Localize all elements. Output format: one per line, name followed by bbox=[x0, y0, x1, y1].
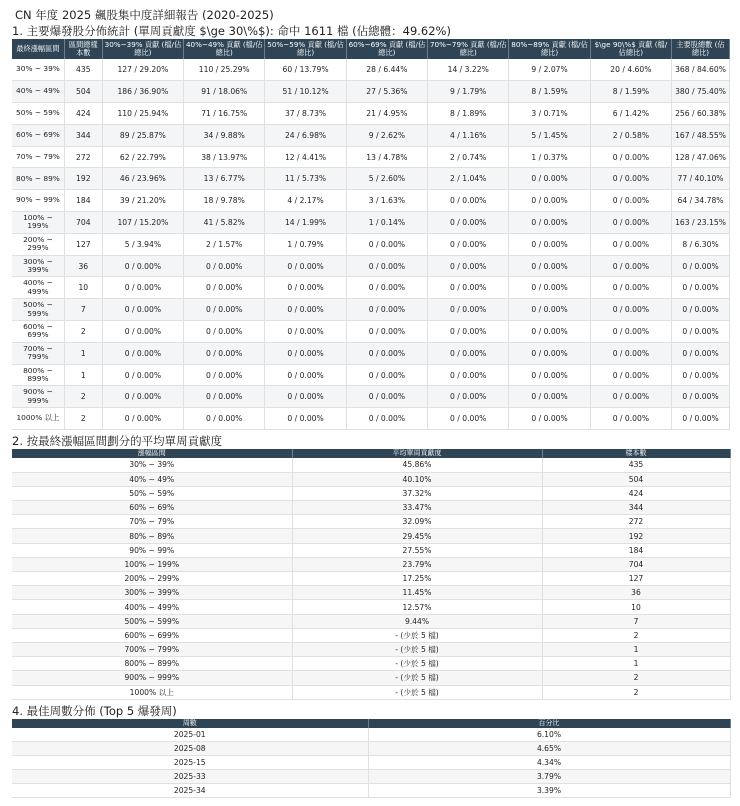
table-cell: 0 / 0.00% bbox=[672, 321, 730, 343]
table-row bbox=[12, 742, 730, 756]
table-cell: 0 / 0.00% bbox=[509, 212, 590, 234]
table-row bbox=[12, 657, 730, 671]
table-cell: 62 / 22.79% bbox=[102, 146, 183, 168]
table-row bbox=[12, 586, 730, 600]
table-cell: 0 / 0.00% bbox=[346, 342, 427, 364]
table-cell: 344 bbox=[64, 124, 102, 146]
table-cell: 504 bbox=[64, 81, 102, 103]
table-cell: 900% ~ 999% bbox=[12, 386, 64, 408]
table-row bbox=[12, 81, 730, 103]
table-cell: 4 / 2.17% bbox=[265, 190, 346, 212]
table-cell: 0 / 0.00% bbox=[428, 408, 509, 430]
table-cell: 60% ~ 69% bbox=[12, 124, 64, 146]
column-header: 70%~79% 貢獻 (檔/佔總比) bbox=[428, 39, 509, 59]
table-row bbox=[12, 728, 730, 742]
table-cell: 1 bbox=[64, 342, 102, 364]
column-header: 周數 bbox=[12, 719, 368, 728]
table-cell: 38 / 13.97% bbox=[184, 146, 265, 168]
table-cell: 0 / 0.00% bbox=[509, 168, 590, 190]
table-cell: 9.44% bbox=[292, 614, 542, 628]
table-cell: 110 / 25.94% bbox=[102, 103, 183, 125]
table-cell: 0 / 0.00% bbox=[590, 168, 671, 190]
table-cell: 0 / 0.00% bbox=[184, 342, 265, 364]
table-row bbox=[12, 212, 730, 234]
table-cell: 272 bbox=[64, 146, 102, 168]
table-cell: 0 / 0.00% bbox=[672, 408, 730, 430]
table-cell: 0 / 0.00% bbox=[428, 386, 509, 408]
table-cell: 36 bbox=[64, 255, 102, 277]
table-row bbox=[12, 364, 730, 386]
table-cell: 192 bbox=[64, 168, 102, 190]
table-row bbox=[12, 321, 730, 343]
table-cell: 91 / 18.06% bbox=[184, 81, 265, 103]
table-cell: 0 / 0.00% bbox=[590, 233, 671, 255]
table-cell: 0 / 0.00% bbox=[590, 277, 671, 299]
table-cell: 1 / 0.79% bbox=[265, 233, 346, 255]
table-cell: 0 / 0.00% bbox=[102, 321, 183, 343]
table-cell: 9 / 2.07% bbox=[509, 59, 590, 81]
table-cell: 39 / 21.20% bbox=[102, 190, 183, 212]
table-cell: 17.25% bbox=[292, 572, 542, 586]
table-row bbox=[12, 515, 730, 529]
column-header: 主要股總數 (佔總比) bbox=[672, 39, 730, 59]
table-cell: - (少於 5 檔) bbox=[292, 671, 542, 685]
table-cell: 80% ~ 89% bbox=[12, 168, 64, 190]
table-cell: 0 / 0.00% bbox=[509, 342, 590, 364]
table-cell: 41 / 5.82% bbox=[184, 212, 265, 234]
table-row bbox=[12, 671, 730, 685]
table-cell: 800% ~ 899% bbox=[12, 364, 64, 386]
table-cell: - (少於 5 檔) bbox=[292, 642, 542, 656]
table-cell: 0 / 0.00% bbox=[265, 386, 346, 408]
table-cell: 0 / 0.00% bbox=[346, 364, 427, 386]
table-cell: 29.45% bbox=[292, 529, 542, 543]
column-header: 30%~39% 貢獻 (檔/佔總比) bbox=[102, 39, 183, 59]
table-row bbox=[12, 386, 730, 408]
table-cell: 600% ~ 699% bbox=[12, 321, 64, 343]
column-header: 80%~89% 貢獻 (檔/佔總比) bbox=[509, 39, 590, 59]
table-cell: 32.09% bbox=[292, 515, 542, 529]
table-cell: 800% ~ 899% bbox=[12, 657, 292, 671]
table-cell: 7 bbox=[542, 614, 730, 628]
table-cell: 127 bbox=[64, 233, 102, 255]
table-cell: 80% ~ 89% bbox=[12, 529, 292, 543]
table-cell: 2 bbox=[64, 408, 102, 430]
table-cell: 0 / 0.00% bbox=[509, 364, 590, 386]
column-header: 百分比 bbox=[368, 719, 730, 728]
table-cell: 3 / 0.71% bbox=[509, 103, 590, 125]
table-cell: 435 bbox=[542, 458, 730, 472]
section1-title: 1. 主要爆發股分佈統計 (單周貢獻度 $\ge 30\%$): 命中 1611 檔 (佔總體：49.62%) bbox=[12, 24, 451, 38]
table-row bbox=[12, 233, 730, 255]
table-cell: 70% ~ 79% bbox=[12, 146, 64, 168]
column-header: 最終漲幅區間 bbox=[12, 39, 64, 59]
table-cell: 400% ~ 499% bbox=[12, 277, 64, 299]
table-cell: 3.39% bbox=[368, 784, 730, 798]
table-cell: 90% ~ 99% bbox=[12, 190, 64, 212]
table-cell: 0 / 0.00% bbox=[102, 386, 183, 408]
table-cell: 127 bbox=[542, 572, 730, 586]
best-week-table bbox=[12, 719, 731, 799]
table-cell: 0 / 0.00% bbox=[184, 408, 265, 430]
column-header: 50%~59% 貢獻 (檔/佔總比) bbox=[265, 39, 346, 59]
table-cell: 1 bbox=[542, 642, 730, 656]
table-cell: 37.32% bbox=[292, 486, 542, 500]
table-cell: 14 / 1.99% bbox=[265, 212, 346, 234]
table-cell: 0 / 0.00% bbox=[346, 255, 427, 277]
table-cell: 2 bbox=[542, 685, 730, 699]
table-cell: 435 bbox=[64, 59, 102, 81]
table-cell: 1000% 以上 bbox=[12, 685, 292, 699]
table-row bbox=[12, 342, 730, 364]
table-cell: 3 / 1.63% bbox=[346, 190, 427, 212]
table-cell: 36 bbox=[542, 586, 730, 600]
table-row bbox=[12, 543, 730, 557]
table-row bbox=[12, 472, 730, 486]
table-cell: 28 / 6.44% bbox=[346, 59, 427, 81]
table-cell: 272 bbox=[542, 515, 730, 529]
table-cell: 127 / 29.20% bbox=[102, 59, 183, 81]
table-cell: 1 bbox=[64, 364, 102, 386]
table-row bbox=[12, 124, 730, 146]
table-cell: 0 / 0.00% bbox=[509, 321, 590, 343]
table-cell: 2 / 1.04% bbox=[428, 168, 509, 190]
table-cell: 10 bbox=[64, 277, 102, 299]
table-cell: 2025-01 bbox=[12, 728, 368, 742]
table-cell: 46 / 23.96% bbox=[102, 168, 183, 190]
table-cell: 0 / 0.00% bbox=[265, 277, 346, 299]
table-cell: 23.79% bbox=[292, 557, 542, 571]
table-cell: 100% ~ 199% bbox=[12, 212, 64, 234]
table-cell: 5 / 3.94% bbox=[102, 233, 183, 255]
table-row bbox=[12, 557, 730, 571]
column-header: $\ge 90\%$ 貢獻 (檔/佔總比) bbox=[590, 39, 671, 59]
table-cell: 5 / 1.45% bbox=[509, 124, 590, 146]
table-cell: 163 / 23.15% bbox=[672, 212, 730, 234]
table-cell: 0 / 0.00% bbox=[428, 364, 509, 386]
table-cell: 0 / 0.00% bbox=[346, 299, 427, 321]
table-cell: 77 / 40.10% bbox=[672, 168, 730, 190]
table-cell: 184 bbox=[64, 190, 102, 212]
table-cell: - (少於 5 檔) bbox=[292, 685, 542, 699]
table-cell: 0 / 0.00% bbox=[672, 364, 730, 386]
table-cell: 500% ~ 599% bbox=[12, 299, 64, 321]
table-cell: 5 / 2.60% bbox=[346, 168, 427, 190]
table-cell: 0 / 0.00% bbox=[265, 364, 346, 386]
table-cell: 2 / 1.57% bbox=[184, 233, 265, 255]
table-cell: 0 / 0.00% bbox=[509, 255, 590, 277]
table-cell: 0 / 0.00% bbox=[184, 299, 265, 321]
table-cell: 0 / 0.00% bbox=[346, 321, 427, 343]
table-cell: 107 / 15.20% bbox=[102, 212, 183, 234]
table-cell: 0 / 0.00% bbox=[509, 233, 590, 255]
table-cell: 11 / 5.73% bbox=[265, 168, 346, 190]
table-cell: 2025-34 bbox=[12, 784, 368, 798]
table-cell: 0 / 0.00% bbox=[672, 255, 730, 277]
table-cell: 0 / 0.00% bbox=[509, 299, 590, 321]
table-cell: 900% ~ 999% bbox=[12, 671, 292, 685]
table-cell: 2 bbox=[542, 671, 730, 685]
column-header: 40%~49% 貢獻 (檔/佔總比) bbox=[184, 39, 265, 59]
table-cell: 0 / 0.00% bbox=[590, 386, 671, 408]
table-cell: 0 / 0.00% bbox=[428, 299, 509, 321]
table-cell: 128 / 47.06% bbox=[672, 146, 730, 168]
table-cell: 0 / 0.00% bbox=[102, 342, 183, 364]
table-cell: 200% ~ 299% bbox=[12, 572, 292, 586]
table-row bbox=[12, 255, 730, 277]
table-cell: 0 / 0.00% bbox=[590, 364, 671, 386]
table-cell: 24 / 6.98% bbox=[265, 124, 346, 146]
table-cell: 60% ~ 69% bbox=[12, 501, 292, 515]
table-cell: 10 bbox=[542, 600, 730, 614]
table-row bbox=[12, 408, 730, 430]
table-cell: 1 / 0.14% bbox=[346, 212, 427, 234]
table-cell: 100% ~ 199% bbox=[12, 557, 292, 571]
table-cell: 200% ~ 299% bbox=[12, 233, 64, 255]
table-row bbox=[12, 572, 730, 586]
table-cell: 27 / 5.36% bbox=[346, 81, 427, 103]
table-cell: 13 / 4.78% bbox=[346, 146, 427, 168]
table-cell: 0 / 0.00% bbox=[428, 255, 509, 277]
table-cell: 7 bbox=[64, 299, 102, 321]
table-cell: 0 / 0.00% bbox=[428, 212, 509, 234]
table-cell: 0 / 0.00% bbox=[590, 146, 671, 168]
table-cell: 186 / 36.90% bbox=[102, 81, 183, 103]
table-cell: 0 / 0.00% bbox=[509, 408, 590, 430]
column-header: 樣本數 bbox=[542, 449, 730, 458]
column-header: 區間總樣本數 bbox=[64, 39, 102, 59]
table-cell: 45.86% bbox=[292, 458, 542, 472]
column-header: 60%~69% 貢獻 (檔/佔總比) bbox=[346, 39, 427, 59]
table-cell: 33.47% bbox=[292, 501, 542, 515]
table-cell: 6 / 1.42% bbox=[590, 103, 671, 125]
table-cell: 0 / 0.00% bbox=[590, 212, 671, 234]
table-cell: 700% ~ 799% bbox=[12, 642, 292, 656]
table-cell: 110 / 25.29% bbox=[184, 59, 265, 81]
average-contribution-table bbox=[12, 449, 731, 700]
table-cell: 192 bbox=[542, 529, 730, 543]
section2-title: 2. 按最終漲幅區間劃分的平均單周貢獻度 bbox=[12, 434, 223, 449]
table-row bbox=[12, 486, 730, 500]
section4-title: 4. 最佳周數分佈 (Top 5 爆發周) bbox=[12, 703, 177, 718]
table-row bbox=[12, 146, 730, 168]
table-cell: 2 bbox=[64, 321, 102, 343]
table-cell: 0 / 0.00% bbox=[428, 233, 509, 255]
table-cell: 0 / 0.00% bbox=[346, 408, 427, 430]
table-cell: 424 bbox=[542, 486, 730, 500]
table-cell: 0 / 0.00% bbox=[265, 408, 346, 430]
table-cell: 8 / 1.59% bbox=[590, 81, 671, 103]
table-cell: 0 / 0.00% bbox=[184, 255, 265, 277]
table-row bbox=[12, 600, 730, 614]
table-cell: 0 / 0.00% bbox=[590, 299, 671, 321]
table-cell: 2025-33 bbox=[12, 770, 368, 784]
table-cell: 1000% 以上 bbox=[12, 408, 64, 430]
table-cell: 8 / 1.59% bbox=[509, 81, 590, 103]
table-cell: 4 / 1.16% bbox=[428, 124, 509, 146]
table-cell: - (少於 5 檔) bbox=[292, 657, 542, 671]
table-cell: 51 / 10.12% bbox=[265, 81, 346, 103]
table-cell: 167 / 48.55% bbox=[672, 124, 730, 146]
table-cell: 1 bbox=[542, 657, 730, 671]
table-cell: 0 / 0.00% bbox=[590, 190, 671, 212]
table-cell: 40.10% bbox=[292, 472, 542, 486]
table-row bbox=[12, 685, 730, 699]
table-cell: 9 / 2.62% bbox=[346, 124, 427, 146]
table-cell: 0 / 0.00% bbox=[590, 255, 671, 277]
table-row bbox=[12, 103, 730, 125]
table-cell: 12 / 4.41% bbox=[265, 146, 346, 168]
table-cell: 600% ~ 699% bbox=[12, 628, 292, 642]
table-cell: 2025-08 bbox=[12, 742, 368, 756]
table-cell: 184 bbox=[542, 543, 730, 557]
table-cell: 500% ~ 599% bbox=[12, 614, 292, 628]
table-cell: 400% ~ 499% bbox=[12, 600, 292, 614]
table-row bbox=[12, 784, 730, 798]
table-cell: 30% ~ 39% bbox=[12, 458, 292, 472]
table-cell: 0 / 0.00% bbox=[428, 342, 509, 364]
table-cell: 256 / 60.38% bbox=[672, 103, 730, 125]
table-cell: 30% ~ 39% bbox=[12, 59, 64, 81]
column-header: 平均單周貢獻度 bbox=[292, 449, 542, 458]
table-cell: 4.65% bbox=[368, 742, 730, 756]
table-cell: 0 / 0.00% bbox=[590, 321, 671, 343]
table-cell: 3.79% bbox=[368, 770, 730, 784]
table-cell: 14 / 3.22% bbox=[428, 59, 509, 81]
table-cell: 0 / 0.00% bbox=[672, 342, 730, 364]
distribution-table bbox=[12, 39, 730, 430]
table-cell: 60 / 13.79% bbox=[265, 59, 346, 81]
table-cell: 0 / 0.00% bbox=[590, 342, 671, 364]
table-cell: 0 / 0.00% bbox=[184, 277, 265, 299]
report-title: CN 年度 2025 飆股集中度詳細報告 (2020-2025) bbox=[15, 8, 274, 22]
table-cell: 2 / 0.74% bbox=[428, 146, 509, 168]
table-row bbox=[12, 529, 730, 543]
table-cell: 0 / 0.00% bbox=[102, 408, 183, 430]
table-cell: 12.57% bbox=[292, 600, 542, 614]
table-cell: 11.45% bbox=[292, 586, 542, 600]
table-cell: 13 / 6.77% bbox=[184, 168, 265, 190]
table-cell: 8 / 1.89% bbox=[428, 103, 509, 125]
column-header: 漲幅區間 bbox=[12, 449, 292, 458]
table-cell: 8 / 6.30% bbox=[672, 233, 730, 255]
table-cell: 0 / 0.00% bbox=[184, 321, 265, 343]
table-cell: 0 / 0.00% bbox=[265, 342, 346, 364]
table-cell: 34 / 9.88% bbox=[184, 124, 265, 146]
table-cell: 2 bbox=[64, 386, 102, 408]
table-cell: 0 / 0.00% bbox=[672, 386, 730, 408]
table-cell: 18 / 9.78% bbox=[184, 190, 265, 212]
table-cell: 0 / 0.00% bbox=[102, 299, 183, 321]
table-cell: 344 bbox=[542, 501, 730, 515]
table-cell: 21 / 4.95% bbox=[346, 103, 427, 125]
table-cell: 50% ~ 59% bbox=[12, 103, 64, 125]
table-cell: 700% ~ 799% bbox=[12, 342, 64, 364]
table-cell: 0 / 0.00% bbox=[184, 386, 265, 408]
table-cell: 2025-15 bbox=[12, 756, 368, 770]
table-row bbox=[12, 458, 730, 472]
table-cell: 37 / 8.73% bbox=[265, 103, 346, 125]
table-cell: 424 bbox=[64, 103, 102, 125]
table-row bbox=[12, 277, 730, 299]
table-cell: 6.10% bbox=[368, 728, 730, 742]
table-row bbox=[12, 168, 730, 190]
table-cell: - (少於 5 檔) bbox=[292, 628, 542, 642]
table-cell: 50% ~ 59% bbox=[12, 486, 292, 500]
table-cell: 0 / 0.00% bbox=[428, 190, 509, 212]
table-cell: 27.55% bbox=[292, 543, 542, 557]
table-cell: 71 / 16.75% bbox=[184, 103, 265, 125]
table-row bbox=[12, 614, 730, 628]
table-cell: 704 bbox=[542, 557, 730, 571]
table-cell: 0 / 0.00% bbox=[428, 277, 509, 299]
table-row bbox=[12, 299, 730, 321]
table-cell: 0 / 0.00% bbox=[346, 233, 427, 255]
table-cell: 0 / 0.00% bbox=[265, 299, 346, 321]
table-row bbox=[12, 642, 730, 656]
table-cell: 0 / 0.00% bbox=[590, 408, 671, 430]
table-cell: 0 / 0.00% bbox=[184, 364, 265, 386]
table-cell: 0 / 0.00% bbox=[265, 255, 346, 277]
table-cell: 0 / 0.00% bbox=[265, 321, 346, 343]
table-row bbox=[12, 770, 730, 784]
table-cell: 2 bbox=[542, 628, 730, 642]
table-cell: 0 / 0.00% bbox=[672, 277, 730, 299]
table-cell: 0 / 0.00% bbox=[509, 190, 590, 212]
table-cell: 0 / 0.00% bbox=[346, 386, 427, 408]
table-cell: 0 / 0.00% bbox=[509, 277, 590, 299]
table-cell: 0 / 0.00% bbox=[672, 299, 730, 321]
table-cell: 380 / 75.40% bbox=[672, 81, 730, 103]
table-cell: 89 / 25.87% bbox=[102, 124, 183, 146]
table-cell: 300% ~ 399% bbox=[12, 586, 292, 600]
table-cell: 40% ~ 49% bbox=[12, 472, 292, 486]
table-cell: 20 / 4.60% bbox=[590, 59, 671, 81]
table-row bbox=[12, 628, 730, 642]
table-cell: 0 / 0.00% bbox=[509, 386, 590, 408]
table-cell: 504 bbox=[542, 472, 730, 486]
table-row bbox=[12, 190, 730, 212]
table-cell: 368 / 84.60% bbox=[672, 59, 730, 81]
table-cell: 70% ~ 79% bbox=[12, 515, 292, 529]
table-cell: 704 bbox=[64, 212, 102, 234]
table-cell: 4.34% bbox=[368, 756, 730, 770]
table-cell: 300% ~ 399% bbox=[12, 255, 64, 277]
table-cell: 0 / 0.00% bbox=[428, 321, 509, 343]
table-cell: 2 / 0.58% bbox=[590, 124, 671, 146]
table-cell: 0 / 0.00% bbox=[102, 364, 183, 386]
table-cell: 90% ~ 99% bbox=[12, 543, 292, 557]
table-cell: 0 / 0.00% bbox=[346, 277, 427, 299]
table-cell: 40% ~ 49% bbox=[12, 81, 64, 103]
table-row bbox=[12, 756, 730, 770]
table-row bbox=[12, 501, 730, 515]
table-cell: 0 / 0.00% bbox=[102, 255, 183, 277]
table-cell: 0 / 0.00% bbox=[102, 277, 183, 299]
table-cell: 9 / 1.79% bbox=[428, 81, 509, 103]
table-cell: 1 / 0.37% bbox=[509, 146, 590, 168]
table-cell: 64 / 34.78% bbox=[672, 190, 730, 212]
table-row bbox=[12, 59, 730, 81]
